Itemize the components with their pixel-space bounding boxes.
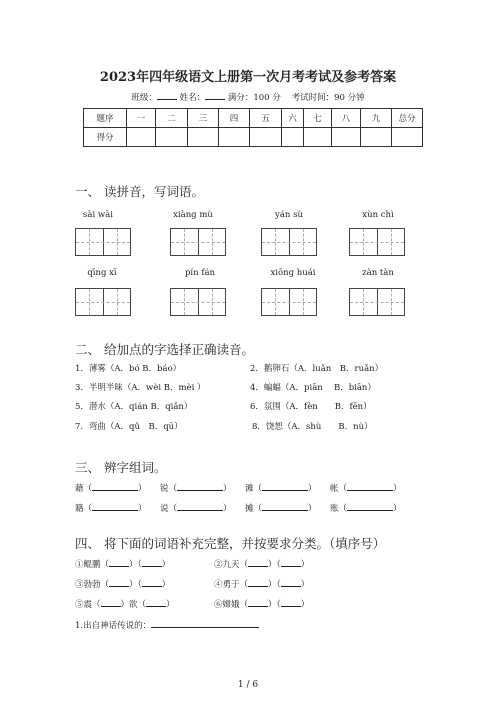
- answer-blank[interactable]: [151, 619, 259, 628]
- score-blank-cell[interactable]: [188, 128, 219, 147]
- answer-blank[interactable]: [142, 558, 162, 567]
- score-cell: 八: [332, 109, 361, 128]
- score-cell: 九: [361, 109, 392, 128]
- full-score: 满分：100 分: [227, 93, 281, 103]
- answer-blank[interactable]: [109, 558, 129, 567]
- answer-blank[interactable]: [262, 502, 308, 511]
- answer-blank[interactable]: [281, 598, 301, 607]
- question-item: 1．薄雾（A．bó B．báo）: [75, 364, 182, 374]
- writing-grid[interactable]: [75, 228, 131, 256]
- idiom-text: ⑤震: [75, 600, 93, 610]
- classification-question: [75, 619, 259, 631]
- idiom-item: ②九天（ ）（ ）: [214, 560, 310, 570]
- score-label-cell: 得分: [84, 128, 127, 147]
- name-label: 姓名：: [179, 93, 206, 103]
- score-cell: 总分: [392, 109, 423, 128]
- char: 账: [330, 504, 339, 514]
- score-cell: 三: [188, 109, 219, 128]
- section-1-title: 一、 读拼音，写词语。: [75, 184, 204, 199]
- word-group-item: 说（ ）: [160, 504, 232, 514]
- answer-blank[interactable]: [177, 502, 223, 511]
- score-blank-cell[interactable]: [304, 128, 332, 147]
- question-item: 2．鹅卵石（A．luǎn B．ruǎn）: [250, 364, 384, 374]
- idiom-item: ①鲲鹏（ ）（ ）: [75, 560, 171, 570]
- answer-blank[interactable]: [92, 482, 138, 491]
- exam-info: [0, 91, 496, 103]
- score-cell: 题序: [84, 109, 127, 128]
- word-group-item: 帐（ ）: [330, 484, 402, 494]
- score-cell: 四: [219, 109, 250, 128]
- question-item: 3．半明半昧（A．wèi B．mèi ）: [75, 383, 206, 393]
- class-blank[interactable]: [157, 91, 177, 100]
- word-group-item: 账（ ）: [330, 504, 402, 514]
- idiom-item: ⑥嫦娥（ ）（ ）: [214, 600, 310, 610]
- idiom-text: ③勃勃: [75, 580, 101, 590]
- char: 锐: [160, 484, 169, 494]
- pinyin-label: xùn chì: [362, 210, 394, 220]
- writing-grid[interactable]: [349, 228, 405, 256]
- class-label: 班级：: [131, 93, 157, 103]
- answer-blank[interactable]: [101, 598, 121, 607]
- answer-blank[interactable]: [281, 558, 301, 567]
- score-blank-cell[interactable]: [282, 128, 304, 147]
- word-group-item: 藉（ ）: [75, 484, 147, 494]
- answer-blank[interactable]: [177, 482, 223, 491]
- idiom-item: ④勇于（ ）（ ）: [214, 580, 310, 590]
- writing-grid[interactable]: [261, 288, 317, 316]
- idiom-item: ③勃勃（ ）（ ）: [75, 580, 171, 590]
- writing-grid[interactable]: [261, 228, 317, 256]
- score-cell: 六: [282, 109, 304, 128]
- section-4-title: 四、 将下面的词语补充完整，并按要求分类。（填序号）: [75, 536, 386, 551]
- answer-blank[interactable]: [262, 482, 308, 491]
- char: 说: [160, 504, 169, 514]
- pinyin-label: pín fán: [184, 268, 216, 278]
- section-3-title: 三、 辨字组词。: [75, 460, 167, 475]
- answer-blank[interactable]: [92, 502, 138, 511]
- score-blank-cell[interactable]: [361, 128, 392, 147]
- pinyin-label: yán sù: [275, 210, 303, 220]
- score-blank-cell[interactable]: [250, 128, 282, 147]
- answer-blank[interactable]: [142, 578, 162, 587]
- writing-grid[interactable]: [75, 288, 131, 316]
- writing-grid[interactable]: [170, 288, 226, 316]
- char: 籍: [75, 504, 84, 514]
- score-table-header-row: [84, 109, 423, 128]
- score-blank-cell[interactable]: [156, 128, 188, 147]
- score-blank-cell[interactable]: [127, 128, 156, 147]
- answer-blank[interactable]: [109, 578, 129, 587]
- question-item: 5．潜水（A．qián B．qiǎn）: [75, 402, 193, 412]
- answer-blank[interactable]: [281, 578, 301, 587]
- answer-blank[interactable]: [248, 598, 268, 607]
- score-cell: 二: [156, 109, 188, 128]
- writing-grid[interactable]: [170, 228, 226, 256]
- score-cell: 一: [127, 109, 156, 128]
- score-blank-cell[interactable]: [332, 128, 361, 147]
- question-item: 7．弯曲（A．qǔ B．qū）: [75, 422, 183, 432]
- idiom-text: ⑥嫦娥: [214, 600, 240, 610]
- question-item: 4．蝙蝠（A．piān B．biān）: [250, 383, 376, 393]
- answer-blank[interactable]: [248, 578, 268, 587]
- page-number: 1 / 6: [237, 680, 259, 690]
- writing-grid[interactable]: [349, 288, 405, 316]
- answer-blank[interactable]: [146, 598, 166, 607]
- pinyin-label: xiàng mù: [173, 210, 213, 220]
- score-blank-cell[interactable]: [392, 128, 423, 147]
- question-item: 8．饶恕（A．shù B．nù）: [252, 422, 373, 432]
- pinyin-label: sài wài: [83, 210, 113, 220]
- char: 滩: [245, 484, 254, 494]
- word-group-item: 摊（ ）: [245, 504, 317, 514]
- score-table-score-row: [84, 128, 423, 147]
- idiom-item: ⑤震（ ）欲（ ）: [75, 600, 175, 610]
- answer-blank[interactable]: [347, 502, 393, 511]
- char: 帐: [330, 484, 339, 494]
- name-blank[interactable]: [205, 91, 225, 100]
- word-group-item: 滩（ ）: [245, 484, 317, 494]
- idiom-text: ①鲲鹏: [75, 560, 101, 570]
- pinyin-label: xiōng huái: [270, 268, 316, 278]
- word-group-item: 籍（ ）: [75, 504, 147, 514]
- char: 摊: [245, 504, 254, 514]
- score-blank-cell[interactable]: [219, 128, 250, 147]
- pinyin-label: zàn tàn: [362, 268, 394, 278]
- score-table: [83, 108, 423, 147]
- pinyin-label: qīng xī: [87, 268, 117, 278]
- score-cell: 七: [304, 109, 332, 128]
- question-text: 1.出自神话传说的：: [75, 621, 152, 631]
- word-group-item: 锐（ ）: [160, 484, 232, 494]
- answer-blank[interactable]: [248, 558, 268, 567]
- idiom-text: ②九天: [214, 560, 240, 570]
- idiom-text: ④勇于: [214, 580, 240, 590]
- question-item: 6．氛围（A．fèn B．fēn）: [250, 402, 372, 412]
- score-cell: 五: [250, 109, 282, 128]
- answer-blank[interactable]: [347, 482, 393, 491]
- exam-time: 考试时间：90 分钟: [291, 93, 365, 103]
- char: 藉: [75, 484, 84, 494]
- section-2-title: 二、 给加点的字选择正确读音。: [75, 342, 254, 357]
- document-title: 2023年四年级语文上册第一次月考考试及参考答案: [99, 70, 397, 85]
